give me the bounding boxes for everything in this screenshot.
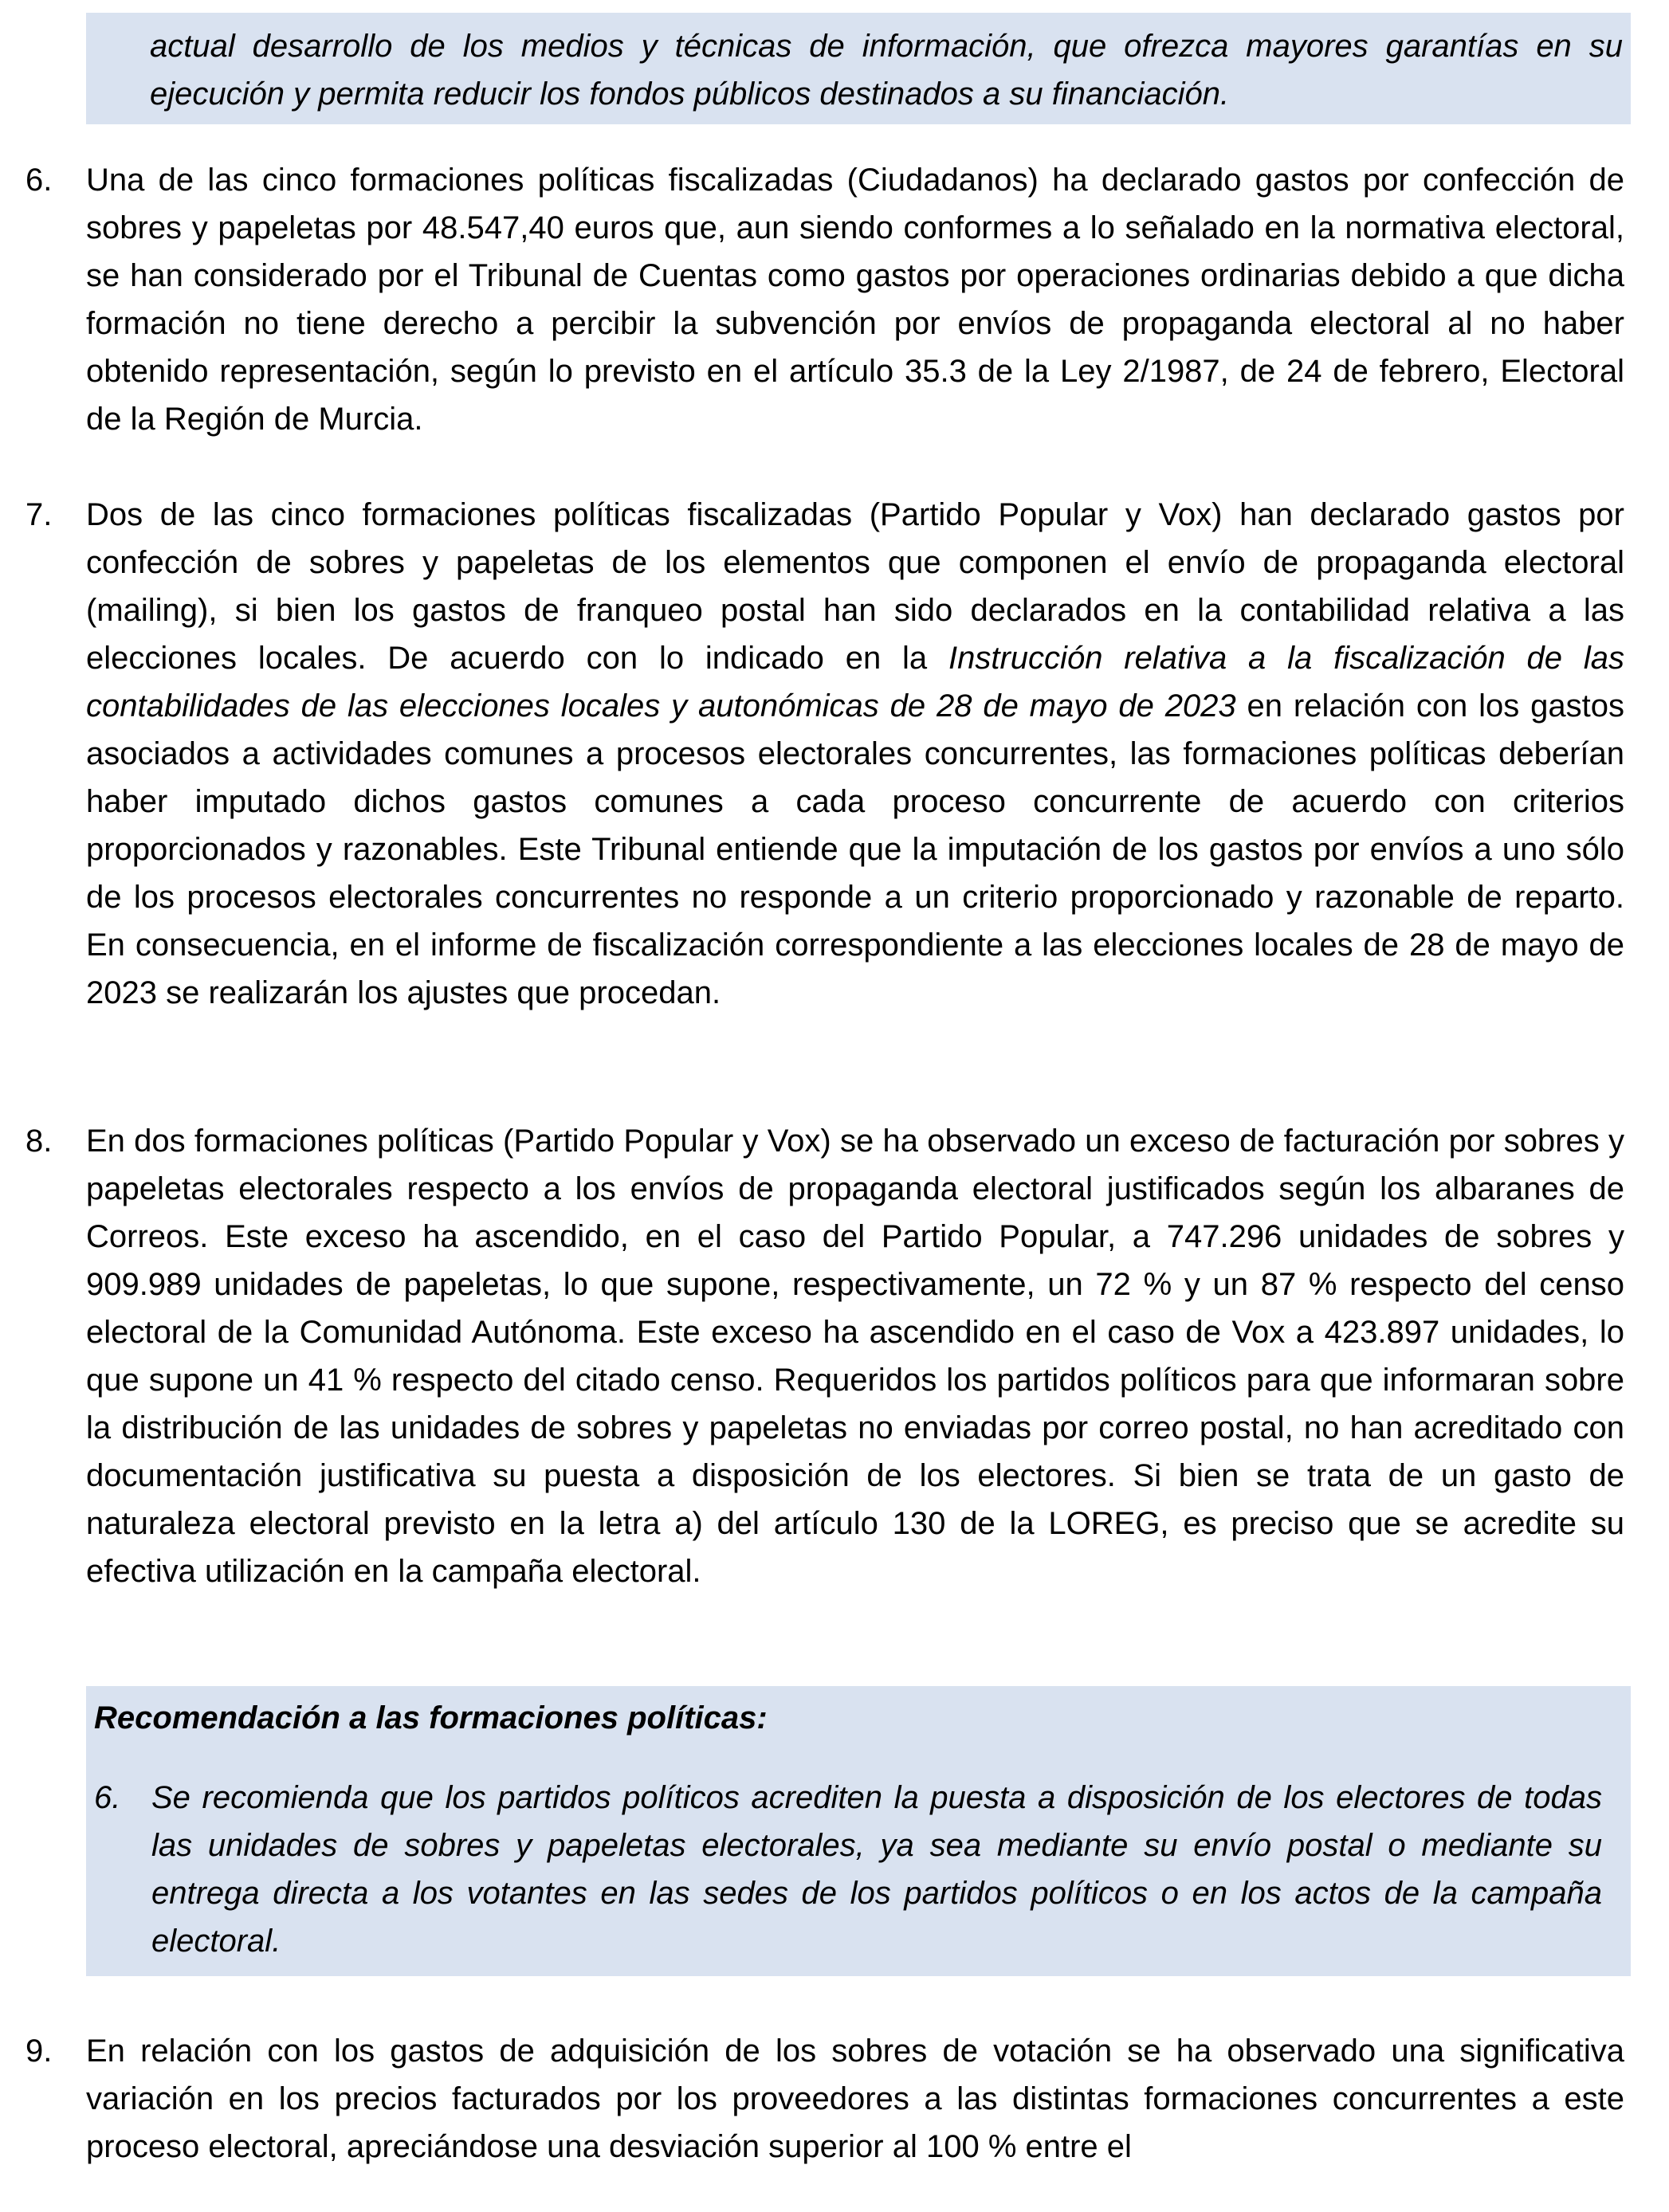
recommendation-item: [94, 1774, 1631, 1965]
paragraph-7-text-lead: Dos de las cinco formaciones políticas fiscalizadas (Partido Popular y Vox) han declarado gastos por confección de sobres y papeletas de los elementos que componen el envío de propaganda electoral (mailing), si bien los gastos de franqueo postal han sido declarados en la contabilidad relativa a las elecciones locales. De acuerdo con lo indicado en la: [86, 497, 1624, 676]
paragraph-8: [26, 1117, 1624, 1595]
paragraph-8-text: En dos formaciones políticas (Partido Popular y Vox) se ha observado un exceso de facturación por sobres y papeletas electorales respecto a los envíos de propaganda electoral justificados según los albaranes de Correos. Este exceso ha ascendido, en el caso del Partido Popular, a 747.296 unidades de sobres y 909.989 unidades de papeletas, lo que supone, respectivamente, un 72 % y un 87 % respecto del censo electoral de la Comunidad Autónoma. Este exceso ha ascendido en el caso de Vox a 423.897 unidades, lo que supone un 41 % respecto del citado censo. Requeridos los partidos políticos para que informaran sobre la distribución de las unidades de sobres y papeletas no enviadas por correo postal, no han acreditado con documentación justificativa su puesta a disposición de los electores. Si bien se trata de un gasto de naturaleza electoral previsto en la letra a) del artículo 130 de la LOREG, es preciso que se acredite su efectiva utilización en la campaña electoral.: [86, 1124, 1624, 1589]
intro-quote-text: actual desarrollo de los medios y técnicas de información, que ofrezca mayores garantías en su ejecución y permita reducir los fondos públicos destinados a su financiación.: [150, 29, 1623, 112]
recommendation-item-number: 6.: [94, 1780, 121, 1815]
paragraph-9-text: En relación con los gastos de adquisición de los sobres de votación se ha observado una significativa variación en los precios facturados por los proveedores a las distintas formaciones concurrentes a este proceso electoral, apreciándose una desviación superior al 100 % entre el: [86, 2034, 1624, 2164]
paragraph-7-instruction-title: Instrucción relativa a la fiscalización de las contabilidades de las elecciones locales y autonómicas de 28 de mayo de 2023: [86, 641, 1624, 724]
paragraph-9-number: 9.: [26, 2034, 53, 2069]
paragraph-8-number: 8.: [26, 1124, 53, 1159]
recommendation-item-text: Se recomienda que los partidos políticos acrediten la puesta a disposición de los electores de todas las unidades de sobres y papeletas electorales, ya sea mediante su envío postal o mediante su entrega directa a los votantes en las sedes de los partidos políticos o en los actos de la campaña electoral.: [151, 1780, 1602, 1959]
recommendation-title: Recomendación a las formaciones políticas:: [94, 1700, 768, 1735]
paragraph-6: [26, 156, 1624, 443]
paragraph-7-text: [26, 491, 1624, 1017]
intro-quote-block: [86, 13, 1631, 124]
paragraph-9: [26, 2027, 1624, 2171]
paragraph-6-text: Una de las cinco formaciones políticas fiscalizadas (Ciudadanos) ha declarado gastos por confección de sobres y papeletas por 48.547,40 euros que, aun siendo conformes a lo señalado en la normativa electoral, se han considerado por el Tribunal de Cuentas como gastos por operaciones ordinarias debido a que dicha formación no tiene derecho a percibir la subvención por envíos de propaganda electoral al no haber obtenido representación, según lo previsto en el artículo 35.3 de la Ley 2/1987, de 24 de febrero, Electoral de la Región de Murcia.: [86, 163, 1624, 437]
paragraph-7-number: 7.: [26, 497, 53, 532]
paragraph-7: [26, 491, 1624, 1017]
paragraph-7-text-tail: en relación con los gastos asociados a actividades comunes a procesos electorales concurrentes, las formaciones políticas deberían haber imputado dichos gastos comunes a cada proceso concurrente de acuerdo con criterios proporcionados y razonables. Este Tribunal entiende que la imputación de los gastos por envíos a uno sólo de los procesos electorales concurrentes no responde a un criterio proporcionado y razonable de reparto. En consecuencia, en el informe de fiscalización correspondiente a las elecciones locales de 28 de mayo de 2023 se realizarán los ajustes que procedan.: [86, 688, 1624, 1010]
paragraph-6-number: 6.: [26, 163, 53, 198]
recommendation-block: [86, 1686, 1631, 1976]
